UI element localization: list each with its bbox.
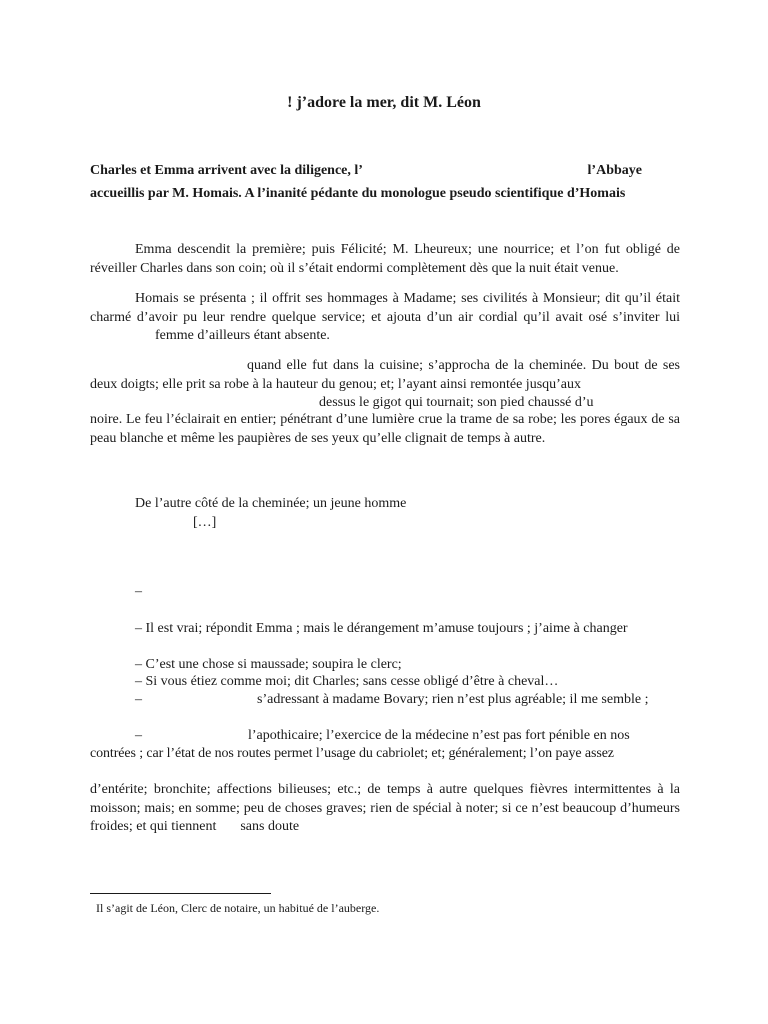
- paragraph-4-text: De l’autre côté de la cheminée; un jeune homme: [135, 496, 407, 511]
- dialogue-dash-1: –: [135, 584, 142, 599]
- dialogue-line-1: – Il est vrai; répondit Emma ; mais le dérangement m’amuse toujours ; j’aime à changer: [135, 621, 628, 636]
- paragraph-2-text-a: Homais se présenta ; il offrit ses hommages à Madame; ses civilités à Monsieur; dit qu’il était charmé d’avoir pu leur rendre quelque service; et ajouta d’un air cordial qu’il avait osé s’inviter lui: [90, 291, 680, 325]
- summary-text-a: Charles et Emma arrivent avec la diligence, l’: [90, 163, 363, 178]
- dialogue-line-4-text: s’adressant à madame Bovary; rien n’est plus agréable; il me semble ;: [257, 692, 649, 707]
- paragraph-1-text: Emma descendit la première; puis Félicité; M. Lheureux; une nourrice; et l’on fut obligé de réveiller Charles dans son coin; où il s’était endormi complètement dès que la nuit était venue.: [90, 242, 680, 276]
- dialogue-line-5-dash: –: [135, 728, 142, 743]
- paragraph-4-ellipsis: […]: [193, 515, 217, 530]
- summary-line-1: [90, 159, 680, 182]
- paragraph-3-text-c: noire. Le feu l’éclairait en entier; pénétrant d’une lumière crue la trame de sa robe; les pores égaux de sa peau blanche et même les paupières de ses yeux qu’elle clignait de temps à autre.: [90, 412, 680, 446]
- chapter-title: ! j’adore la mer, dit M. Léon: [287, 94, 481, 111]
- dialogue-line-5-continuation: contrées ; car l’état de nos routes permet l’usage du cabriolet; et; généralement; l’on paye assez: [90, 746, 614, 761]
- footnote: Il s’agit de Léon, Clerc de notaire, un habitué de l’auberge.: [96, 901, 380, 915]
- paragraph-3-continuation: [90, 411, 680, 448]
- summary-text-b: l’Abbaye: [587, 163, 642, 178]
- chapter-summary: [90, 159, 680, 205]
- dialogue-line-3: – Si vous étiez comme moi; dit Charles; sans cesse obligé d’être à cheval…: [135, 674, 559, 689]
- paragraph-2-text-b: femme d’ailleurs étant absente.: [155, 328, 330, 344]
- paragraph-6-text-b: sans doute: [240, 819, 300, 835]
- paragraph-1: [90, 241, 680, 278]
- paragraph-3-text-a: quand elle fut dans la cuisine; s’approcha de la cheminée. Du bout de ses deux doigts; elle prit sa robe à la hauteur du genou; et; l’ayant ainsi remontée jusqu’aux: [90, 358, 680, 392]
- dialogue-line-5-text: l’apothicaire; l’exercice de la médecine n’est pas fort pénible en nos: [248, 728, 630, 743]
- paragraph-3-opening: [90, 357, 680, 394]
- paragraph-3-fragment: dessus le gigot qui tournait; son pied chaussé d’u: [319, 395, 594, 410]
- paragraph-2: [90, 290, 680, 346]
- dialogue-line-4-dash: –: [135, 692, 142, 707]
- summary-line-2: accueillis par M. Homais. A l’inanité pédante du monologue pseudo scientifique d’Homais: [90, 186, 626, 201]
- paragraph-6: [90, 781, 680, 837]
- dialogue-line-2: – C’est une chose si maussade; soupira le clerc;: [135, 657, 402, 672]
- paragraph-6-text-a: d’entérite; bronchite; affections bilieuses; etc.; de temps à autre quelques fièvres intermittentes à la moisson; mais; en somme; peu de choses graves; rien de spécial à noter; si ce n’est beaucoup d’humeurs froides; et qui tiennent: [90, 782, 680, 835]
- footnote-divider: [90, 893, 271, 894]
